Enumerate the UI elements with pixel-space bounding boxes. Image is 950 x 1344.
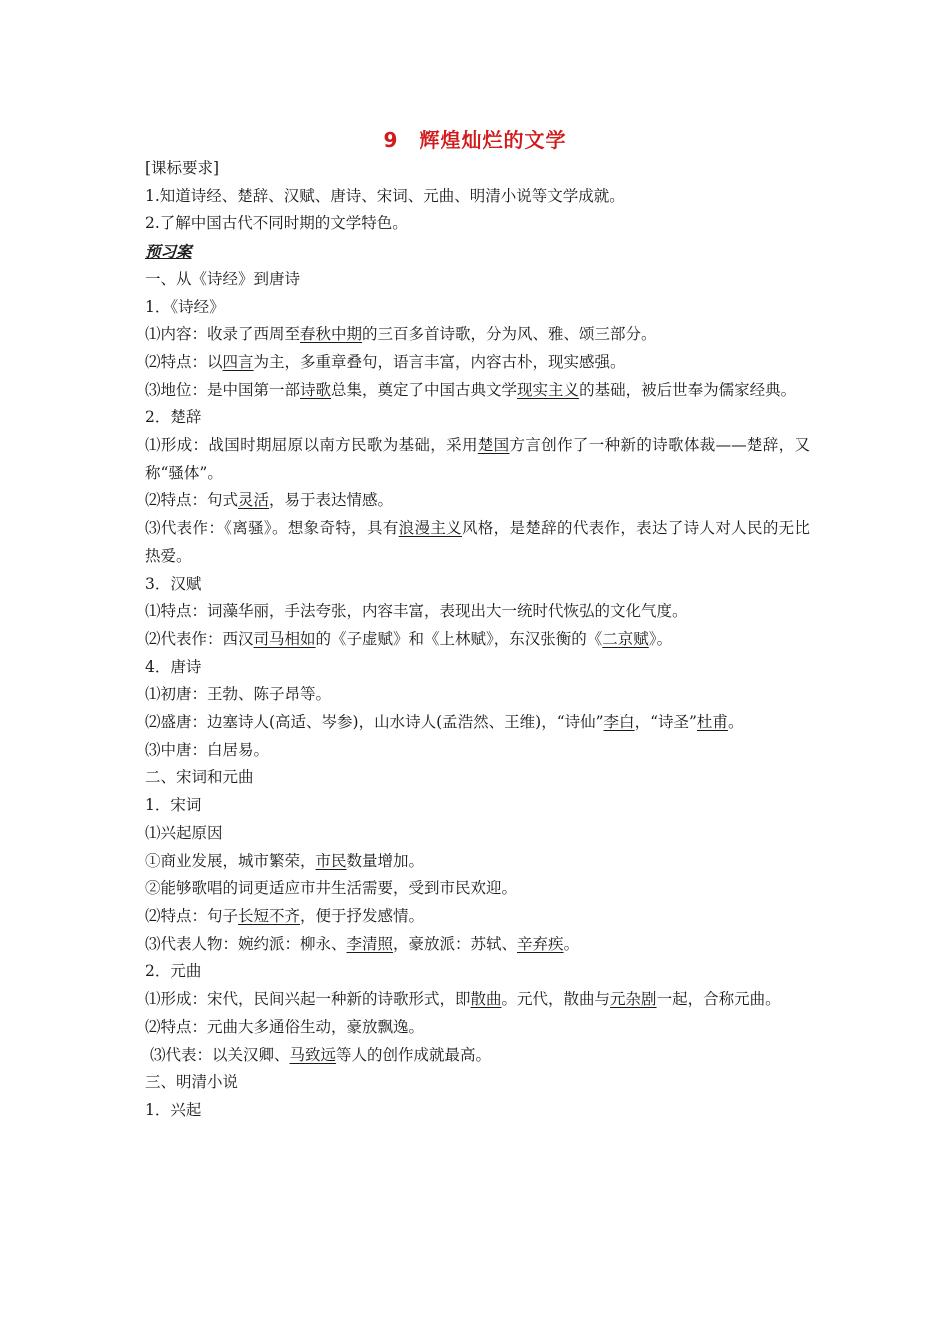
text-segment: ⑶中唐：白居易。: [145, 740, 270, 759]
text-segment: 的《子虚赋》和《上林赋》，东汉张衡的《: [315, 629, 603, 648]
text-segment: ⑴初唐：王勃、陈子昂等。: [145, 685, 332, 704]
text-line: [145, 958, 810, 986]
text-segment: 2．楚辞: [145, 408, 202, 427]
text-segment: 的三百多首诗歌，分为风、雅、颂三部分。: [362, 325, 657, 344]
text-line: [145, 626, 810, 654]
underlined-answer: 散曲: [470, 990, 502, 1009]
underlined-answer: 春秋中期: [300, 325, 363, 344]
text-segment: ，易于表达情感。: [269, 491, 394, 510]
underlined-answer: 楚国: [477, 436, 510, 455]
text-segment: ⑴兴起原因: [145, 823, 223, 842]
text-line: [145, 349, 810, 377]
text-segment: 。: [563, 934, 580, 953]
text-segment: ⑶代表人物：婉约派：柳永、: [145, 934, 347, 953]
text-segment: 一、从《诗经》到唐诗: [145, 269, 301, 288]
underlined-answer: 四言: [222, 352, 254, 371]
page-title: 9 辉煌灿烂的文学: [383, 128, 567, 152]
text-line: [145, 820, 810, 848]
underlined-answer: 浪漫主义: [398, 519, 462, 538]
text-segment: ，便于抒发感情。: [300, 906, 425, 925]
text-segment: ⑶代表：以关汉卿、: [150, 1045, 290, 1064]
underlined-answer: 辛弃疾: [517, 934, 564, 953]
text-segment: ⑵特点：以: [145, 352, 223, 371]
text-line: [145, 432, 810, 487]
text-segment: 数量增加。: [346, 851, 425, 870]
text-line: [145, 1069, 810, 1097]
text-line: [145, 210, 810, 238]
text-line: [145, 487, 810, 515]
text-line: [145, 183, 810, 211]
text-segment: 二、宋词和元曲: [145, 768, 254, 787]
text-segment: 。: [727, 713, 744, 732]
text-segment: ⑵特点：句式: [145, 491, 239, 510]
text-line: [145, 681, 810, 709]
text-line: [145, 1014, 810, 1042]
text-line: [145, 155, 810, 183]
text-line: [145, 764, 810, 792]
underlined-answer: 李白: [603, 713, 635, 732]
text-segment: ⑴形成：宋代，民间兴起一种新的诗歌形式，即: [145, 990, 471, 1009]
text-segment: ⑵代表作：西汉: [145, 629, 254, 648]
text-segment: ⑵特点：句子: [145, 906, 239, 925]
text-segment: ⑴特点：词藻华丽，手法夸张，内容丰富，表现出大一统时代恢弘的文化气度。: [145, 602, 688, 621]
underlined-answer: 诗歌: [300, 380, 332, 399]
text-segment: 一起，合称元曲。: [656, 990, 781, 1009]
text-line: [145, 404, 810, 432]
text-segment: 3．汉赋: [145, 574, 202, 593]
text-segment: ，“诗圣”: [634, 713, 697, 732]
text-line: [145, 377, 810, 405]
text-line: [145, 515, 810, 570]
underlined-answer: 司马相如: [253, 629, 316, 648]
text-segment: 风格，是楚辞的代表作，表达了诗人对人民的无比热爱。: [145, 519, 810, 565]
text-segment: ⑴内容：收录了西周至: [145, 325, 301, 344]
text-segment: 的基础，被后世奉为儒家经典。: [579, 380, 797, 399]
underlined-answer: 李清照: [346, 934, 394, 953]
text-line: [145, 903, 810, 931]
underlined-answer: 马致远: [289, 1045, 337, 1064]
text-segment: 等人的创作成就最高。: [336, 1045, 492, 1064]
text-segment: ②能够歌唱的词更适应市井生活需要，受到市民欢迎。: [145, 879, 518, 898]
text-segment: 1.知道诗经、楚辞、汉赋、唐诗、宋词、元曲、明清小说等文学成就。: [145, 186, 625, 205]
text-segment: 1．兴起: [145, 1100, 202, 1119]
text-segment: 4．唐诗: [145, 657, 202, 676]
text-line: [145, 792, 810, 820]
text-segment: 2.了解中国古代不同时期的文学特色。: [145, 214, 408, 233]
text-line: [145, 294, 810, 322]
text-line: [145, 931, 810, 959]
text-segment: 1．《诗经》: [145, 297, 225, 316]
text-segment: ⑶代表作：《离骚》。想象奇特，具有: [145, 519, 399, 538]
text-line: [145, 1042, 810, 1070]
text-line: [145, 848, 810, 876]
text-line: [145, 654, 810, 682]
underlined-answer: 杜甫: [696, 713, 728, 732]
text-segment: ⑵特点：元曲大多通俗生动，豪放飘逸。: [145, 1017, 425, 1036]
text-segment: ，豪放派：苏轼、: [393, 934, 518, 953]
text-line: [145, 875, 810, 903]
text-line: [145, 571, 810, 599]
text-segment: 预习案: [145, 242, 192, 262]
underlined-answer: 长短不齐: [238, 906, 301, 925]
underlined-answer: 市民: [315, 851, 347, 870]
text-segment: 为主，多重章叠句，语言丰富，内容古朴，现实感强。: [253, 352, 626, 371]
document-body: [145, 155, 810, 1125]
text-line: [145, 266, 810, 294]
text-line: [145, 1097, 810, 1125]
text-line: [145, 709, 810, 737]
text-segment: [课标要求]: [145, 159, 220, 177]
text-segment: 》。: [648, 629, 673, 648]
underlined-answer: 元杂剧: [610, 990, 657, 1009]
text-line: [145, 986, 810, 1014]
text-line: [145, 598, 810, 626]
underlined-answer: 灵活: [238, 491, 270, 510]
text-segment: 方言创作了一种新的诗歌体裁——楚辞，又称“骚体”。: [145, 436, 810, 482]
text-segment: 三、明清小说: [145, 1073, 239, 1092]
underlined-answer: 现实主义: [517, 380, 580, 399]
text-segment: ⑶地位：是中国第一部: [145, 380, 301, 399]
text-segment: 2．元曲: [145, 962, 202, 981]
text-segment: ⑵盛唐：边塞诗人(高适、岑参)，山水诗人(孟浩然、王维)，“诗仙”: [145, 713, 604, 732]
text-segment: 。元代，散曲与: [501, 990, 611, 1009]
section-heading: [145, 238, 810, 266]
text-segment: ⑴形成：战国时期屈原以南方民歌为基础，采用: [145, 436, 478, 455]
text-segment: ①商业发展，城市繁荣，: [145, 851, 316, 870]
underlined-answer: 二京赋: [602, 629, 649, 648]
text-segment: 1．宋词: [145, 796, 202, 815]
text-segment: 总集，奠定了中国古典文学: [331, 380, 518, 399]
text-line: [145, 737, 810, 765]
text-line: [145, 321, 810, 349]
